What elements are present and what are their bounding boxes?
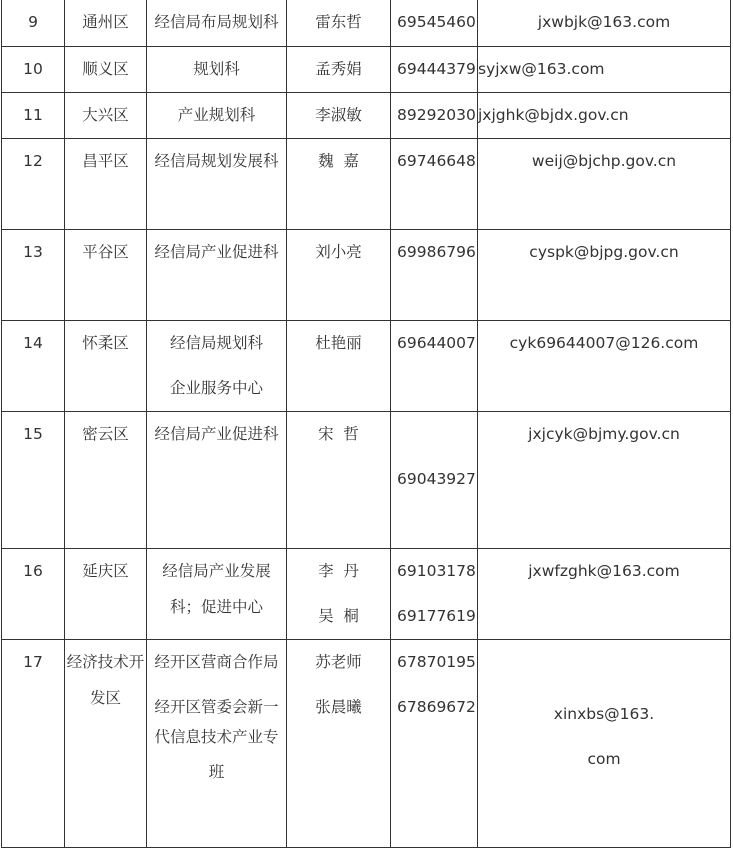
contact-name-cell: 孟秀娟 xyxy=(287,47,391,93)
department-cell: 经开区营商合作局 经开区管委会新一 代信息技术产业专 班 xyxy=(147,640,287,848)
contact-name-cell: 雷东哲 xyxy=(287,0,391,47)
row-number: 12 xyxy=(2,139,65,230)
district-cell: 大兴区 xyxy=(65,93,147,139)
table-row xyxy=(2,139,731,230)
table-row xyxy=(2,549,731,640)
phone-cell: 69644007 xyxy=(391,321,478,412)
department-cell: 经信局规划科 企业服务中心 xyxy=(147,321,287,412)
department-cell: 产业规划科 xyxy=(147,93,287,139)
email-cell: cyk69644007@126.com xyxy=(478,321,731,412)
phone-cell: 69043927 xyxy=(391,412,478,549)
district-cell: 通州区 xyxy=(65,0,147,47)
email-cell: jxjghk@bjdx.gov.cn xyxy=(478,93,731,139)
contact-name-cell: 李淑敏 xyxy=(287,93,391,139)
table-row xyxy=(2,93,731,139)
district-cell: 昌平区 xyxy=(65,139,147,230)
contact-name-cell: 魏 嘉 xyxy=(287,139,391,230)
department-cell: 经信局产业促进科 xyxy=(147,412,287,549)
row-number: 16 xyxy=(2,549,65,640)
district-cell: 怀柔区 xyxy=(65,321,147,412)
phone-cell: 69103178 69177619 xyxy=(391,549,478,640)
contacts-table xyxy=(1,0,731,848)
contact-name-cell: 刘小亮 xyxy=(287,230,391,321)
row-number: 14 xyxy=(2,321,65,412)
email-cell: jxwfzghk@163.com xyxy=(478,549,731,640)
district-cell: 顺义区 xyxy=(65,47,147,93)
district-cell: 密云区 xyxy=(65,412,147,549)
district-cell: 延庆区 xyxy=(65,549,147,640)
email-cell: jxwbjk@163.com xyxy=(478,0,731,47)
email-cell: syjxw@163.com xyxy=(478,47,731,93)
district-cell: 经济技术开 发区 xyxy=(65,640,147,848)
phone-cell: 69444379 xyxy=(391,47,478,93)
row-number: 17 xyxy=(2,640,65,848)
email-cell: cyspk@bjpg.gov.cn xyxy=(478,230,731,321)
department-cell: 经信局布局规划科 xyxy=(147,0,287,47)
phone-cell: 69545460 xyxy=(391,0,478,47)
department-cell: 经信局产业促进科 xyxy=(147,230,287,321)
contact-name-cell: 杜艳丽 xyxy=(287,321,391,412)
table-row xyxy=(2,47,731,93)
email-cell: jxjcyk@bjmy.gov.cn xyxy=(478,412,731,549)
row-number: 10 xyxy=(2,47,65,93)
department-cell: 经信局规划发展科 xyxy=(147,139,287,230)
table-row xyxy=(2,412,731,549)
contact-name-cell: 宋 哲 xyxy=(287,412,391,549)
email-cell: weij@bjchp.gov.cn xyxy=(478,139,731,230)
phone-cell: 69986796 xyxy=(391,230,478,321)
phone-cell: 69746648 xyxy=(391,139,478,230)
table-row xyxy=(2,0,731,47)
table-row xyxy=(2,640,731,848)
contact-name-cell: 苏老师 张晨曦 xyxy=(287,640,391,848)
district-cell: 平谷区 xyxy=(65,230,147,321)
phone-cell: 89292030 xyxy=(391,93,478,139)
row-number: 9 xyxy=(2,0,65,47)
email-cell: xinxbs@163. com xyxy=(478,640,731,848)
table-row xyxy=(2,230,731,321)
row-number: 11 xyxy=(2,93,65,139)
phone-cell: 67870195 67869672 xyxy=(391,640,478,848)
row-number: 15 xyxy=(2,412,65,549)
contact-name-cell: 李 丹 吴 桐 xyxy=(287,549,391,640)
table-row xyxy=(2,321,731,412)
row-number: 13 xyxy=(2,230,65,321)
department-cell: 经信局产业发展 科；促进中心 xyxy=(147,549,287,640)
department-cell: 规划科 xyxy=(147,47,287,93)
